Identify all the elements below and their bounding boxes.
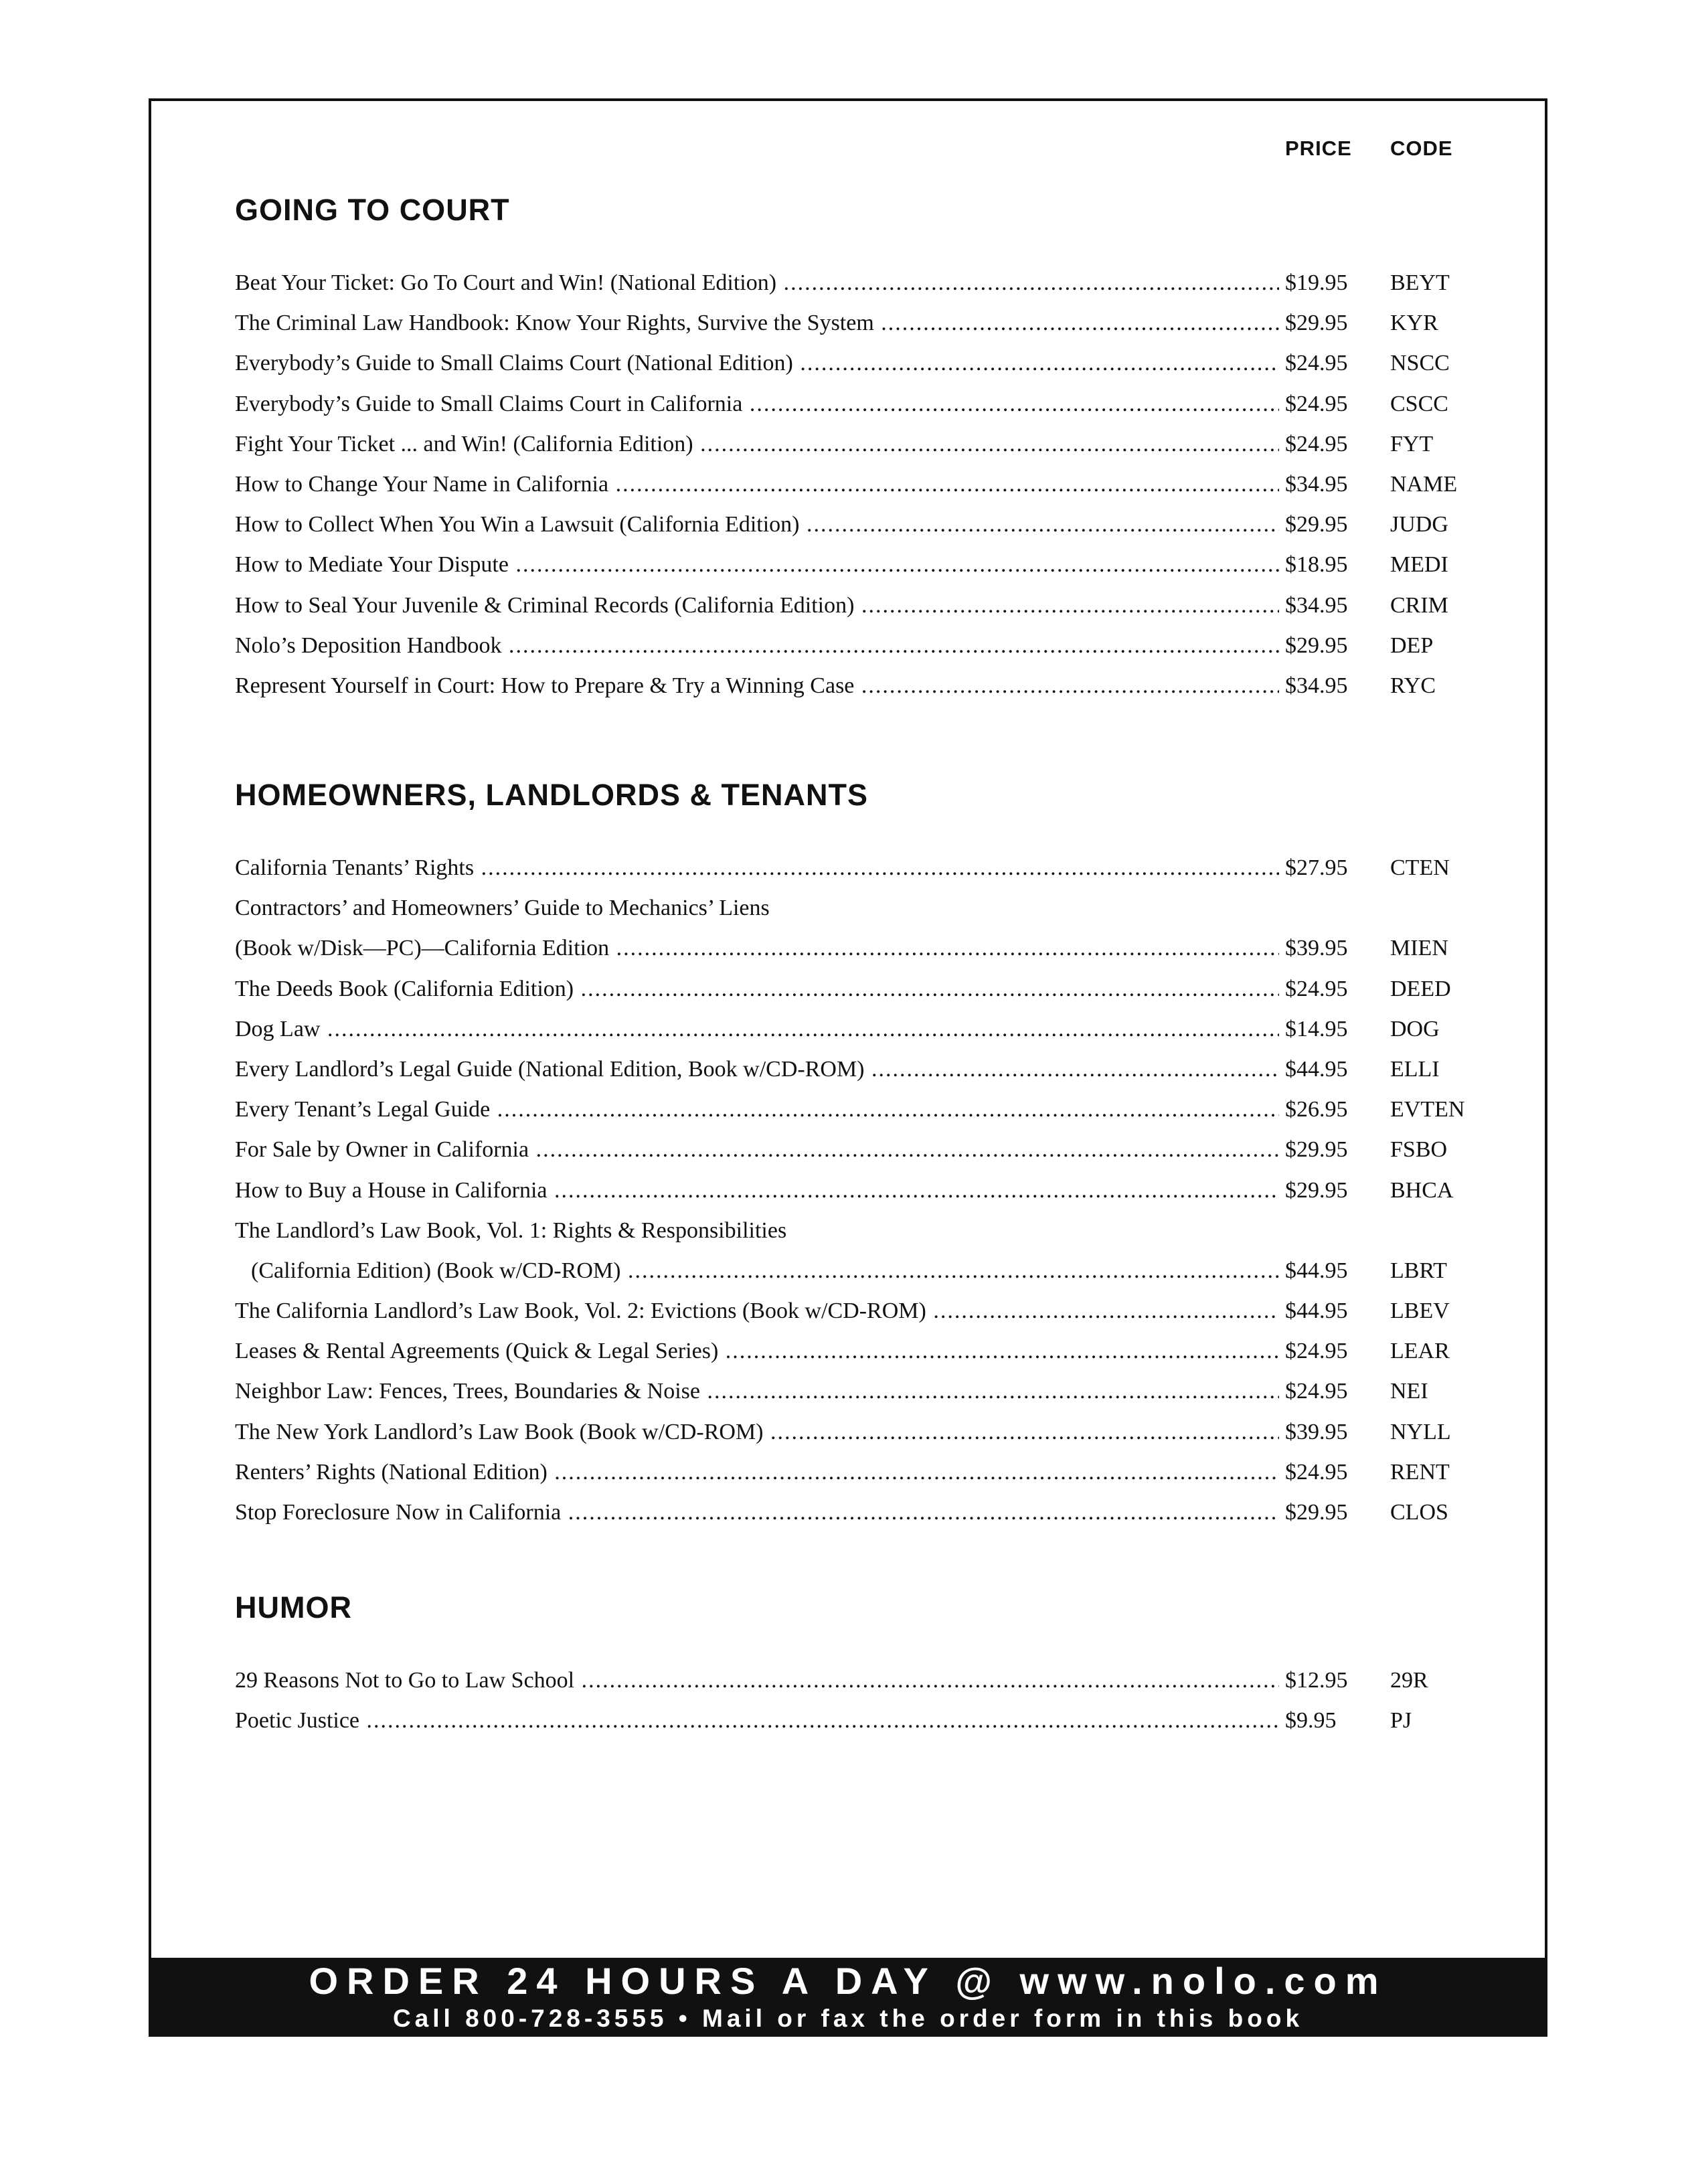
book-price: $29.95 [1285,512,1348,537]
book-price: $24.95 [1285,1379,1348,1404]
column-headers [0,137,1682,163]
book-row [0,851,1682,892]
book-row [0,1704,1682,1744]
book-title: How to Change Your Name in California ..... [235,472,1279,497]
book-title: Leases & Rental Agreements (Quick & Legal Series) ..... [235,1339,1279,1364]
book-row [0,1335,1682,1375]
section-title: HOMEOWNERS, LANDLORDS & TENANTS [235,778,868,812]
book-price: $24.95 [1285,1459,1348,1485]
book-row [0,347,1682,387]
book-price: $34.95 [1285,673,1348,698]
code-column-header: CODE [1390,137,1453,160]
book-code: CLOS [1390,1500,1448,1525]
book-price: $34.95 [1285,471,1348,497]
book-code: MIEN [1390,936,1448,961]
book-row [0,266,1682,307]
book-code: KYR [1390,311,1438,336]
book-price: $27.95 [1285,855,1348,880]
book-row [0,1133,1682,1173]
book-title: Nolo’s Deposition Handbook ..... [235,633,1279,659]
book-title: Poetic Justice ..... [235,1708,1279,1734]
book-title: The Landlord’s Law Book, Vol. 1: Rights & Responsibilities [235,1217,787,1243]
book-title: Stop Foreclosure Now in California ..... [235,1500,1279,1525]
book-price: $44.95 [1285,1298,1348,1324]
book-title: Neighbor Law: Fences, Trees, Boundaries & Noise ..... [235,1379,1279,1404]
book-code: RENT [1390,1459,1450,1485]
book-price: $29.95 [1285,311,1348,336]
book-price: $24.95 [1285,391,1348,416]
book-row [0,1375,1682,1415]
book-row [0,1013,1682,1053]
book-price: $29.95 [1285,633,1348,658]
book-code: FSBO [1390,1137,1448,1163]
book-row [0,388,1682,428]
book-list [0,266,1682,709]
book-title: How to Collect When You Win a Lawsuit (California Edition) ..... [235,512,1279,537]
book-code: BEYT [1390,270,1450,295]
book-price: $29.95 [1285,1500,1348,1525]
book-title: For Sale by Owner in California ..... [235,1137,1279,1163]
book-title: Fight Your Ticket ... and Win! (California Edition) ..... [235,432,1279,457]
book-price: $24.95 [1285,1339,1348,1364]
book-list [0,1664,1682,1744]
book-code: DEED [1390,976,1451,1001]
book-title: How to Mediate Your Dispute ..... [235,552,1279,578]
book-price: $29.95 [1285,1177,1348,1203]
book-row [0,1456,1682,1496]
book-list [0,851,1682,1536]
book-code: CSCC [1390,391,1448,416]
book-title: Every Tenant’s Legal Guide ..... [235,1097,1279,1122]
price-column-header: PRICE [1285,137,1352,160]
book-code: FYT [1390,431,1434,456]
book-price: $19.95 [1285,270,1348,295]
book-row [0,1254,1682,1294]
book-code: JUDG [1390,512,1448,537]
section-title: GOING TO COURT [235,193,510,227]
book-code: NSCC [1390,351,1450,376]
book-title: Dog Law ..... [235,1017,1279,1042]
book-row [0,669,1682,709]
book-row [0,1174,1682,1214]
book-row [0,1093,1682,1133]
book-title: How to Seal Your Juvenile & Criminal Records (California Edition) ..... [235,593,1279,618]
book-price: $9.95 [1285,1708,1337,1734]
book-title: The New York Landlord’s Law Book (Book w/CD-ROM) ..... [235,1420,1279,1445]
book-code: MEDI [1390,552,1448,578]
book-code: EVTEN [1390,1097,1465,1122]
book-code: LEAR [1390,1339,1450,1364]
book-code: ELLI [1390,1056,1440,1082]
book-title: Contractors’ and Homeowners’ Guide to Mechanics’ Liens [235,896,770,921]
book-price: $44.95 [1285,1258,1348,1283]
book-row [0,548,1682,588]
book-code: CTEN [1390,855,1450,880]
book-row [0,468,1682,508]
book-price: $24.95 [1285,351,1348,376]
book-price: $34.95 [1285,592,1348,618]
book-row [0,307,1682,347]
book-title: 29 Reasons Not to Go to Law School ..... [235,1668,1279,1693]
book-code: LBRT [1390,1258,1447,1283]
book-row [0,1664,1682,1704]
book-row [0,1214,1682,1254]
book-code: CRIM [1390,592,1448,618]
book-title: Beat Your Ticket: Go To Court and Win! (National Edition) ..... [235,270,1279,296]
book-price: $39.95 [1285,936,1348,961]
book-title: Renters’ Rights (National Edition) ..... [235,1460,1279,1485]
book-title: The Deeds Book (California Edition) ..... [235,977,1279,1002]
book-row [0,932,1682,972]
book-title: Every Landlord’s Legal Guide (National Edition, Book w/CD-ROM) ..... [235,1057,1279,1082]
book-code: DOG [1390,1016,1440,1041]
book-row [0,1496,1682,1536]
book-row [0,1053,1682,1093]
book-code: BHCA [1390,1177,1454,1203]
order-banner-headline: ORDER 24 HOURS A DAY @ www.nolo.com [309,1960,1387,2002]
book-price: $26.95 [1285,1097,1348,1122]
order-banner-subline: Call 800-728-3555 • Mail or fax the order form in this book [392,2005,1304,2032]
book-title: California Tenants’ Rights ..... [235,855,1279,881]
book-title: The Criminal Law Handbook: Know Your Rights, Survive the System ..... [235,311,1279,336]
book-price: $24.95 [1285,976,1348,1001]
book-code: LBEV [1390,1298,1450,1324]
book-row [0,629,1682,669]
book-price: $12.95 [1285,1668,1348,1693]
book-row [0,589,1682,629]
book-row [0,428,1682,468]
book-title: Everybody’s Guide to Small Claims Court (National Edition) ..... [235,351,1279,376]
book-code: RYC [1390,673,1436,698]
book-title: The California Landlord’s Law Book, Vol. 2: Evictions (Book w/CD-ROM) ..... [235,1298,1279,1324]
book-title: Represent Yourself in Court: How to Prepare & Try a Winning Case ..... [235,673,1279,699]
section-title: HUMOR [235,1590,352,1624]
book-price: $44.95 [1285,1056,1348,1082]
book-price: $18.95 [1285,552,1348,578]
book-code: PJ [1390,1708,1412,1734]
book-row [0,892,1682,932]
book-price: $39.95 [1285,1419,1348,1444]
book-title: (Book w/Disk—PC)—California Edition ..... [235,936,1279,961]
book-title: (California Edition) (Book w/CD-ROM) ..... [251,1258,1279,1284]
book-row [0,1416,1682,1456]
book-code: DEP [1390,633,1434,658]
book-code: NEI [1390,1379,1428,1404]
book-title: How to Buy a House in California ..... [235,1178,1279,1203]
book-price: $24.95 [1285,431,1348,456]
book-price: $29.95 [1285,1137,1348,1163]
book-row [0,1294,1682,1335]
order-banner [149,1958,1547,2037]
book-code: NYLL [1390,1419,1451,1444]
book-price: $14.95 [1285,1016,1348,1041]
book-code: 29R [1390,1668,1428,1693]
book-code: NAME [1390,471,1458,497]
book-row [0,508,1682,548]
book-title: Everybody’s Guide to Small Claims Court in California ..... [235,392,1279,417]
book-row [0,973,1682,1013]
